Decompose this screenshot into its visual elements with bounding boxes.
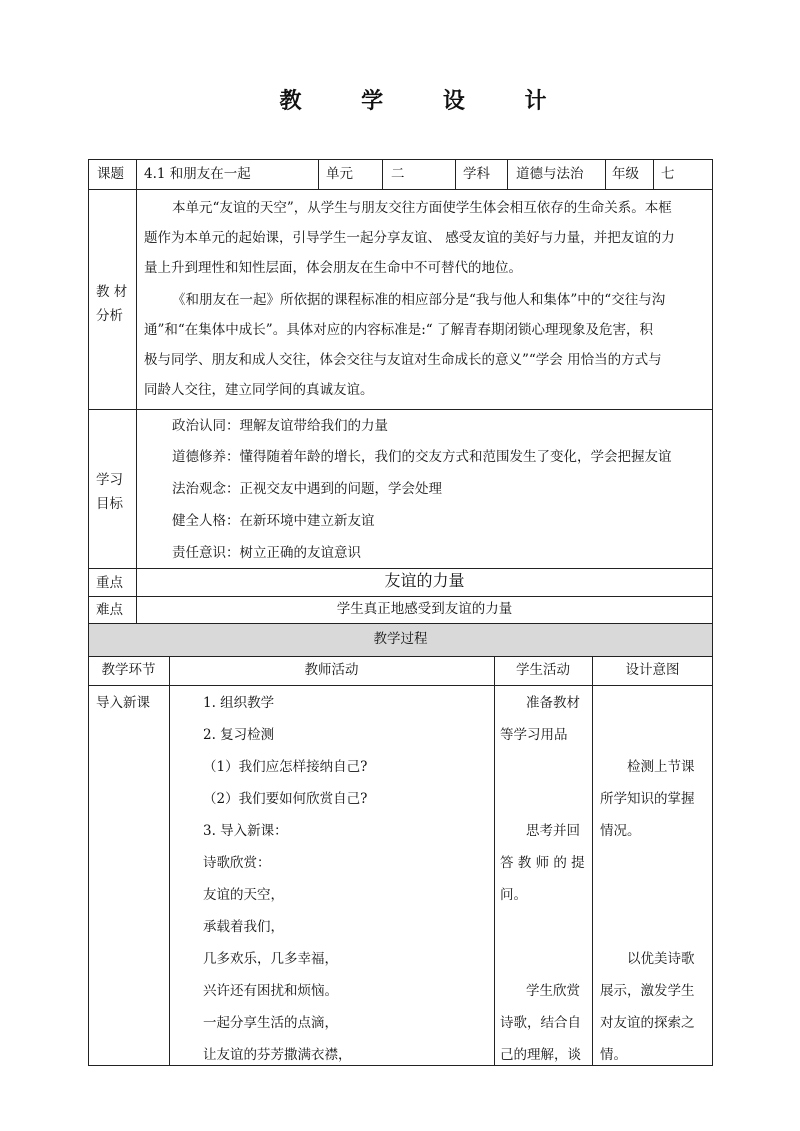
key-point-label: 重点 xyxy=(96,575,123,591)
teacher-line: 让友谊的芬芳撒满衣襟， xyxy=(203,1047,352,1063)
analysis-line: 通”和“在集体中成长”。具体对应的内容标准是:“ 了解青春期闭锁心理现象及危害，积 xyxy=(144,322,653,338)
goal-item: 健全人格：在新环境中建立新友谊 xyxy=(172,513,375,529)
design-line: 所学知识的掌握 xyxy=(600,791,695,807)
stage-name: 导入新课 xyxy=(96,695,150,711)
difficulty-value: 学生真正地感受到友谊的力量 xyxy=(336,601,513,617)
student-line: 己的理解，谈 xyxy=(500,1047,581,1063)
teacher-line: 2. 复习检测 xyxy=(203,727,275,743)
goals-label-1: 学习 xyxy=(96,472,123,488)
student-line: 思考并回 xyxy=(526,823,580,839)
lesson-value: 4.1 和朋友在一起 xyxy=(144,166,251,182)
teacher-line: 1. 组织教学 xyxy=(203,695,275,711)
analysis-line: 题作为本单元的起始课，引导学生一起分享友谊、 感受友谊的美好与力量，并把友谊的力 xyxy=(144,230,675,246)
design-line: 展示，激发学生 xyxy=(600,983,695,999)
student-line: 问。 xyxy=(500,887,527,903)
difficulty-label: 难点 xyxy=(96,602,123,618)
teacher-line: 承载着我们， xyxy=(203,919,284,935)
student-line: 等学习用品 xyxy=(500,727,568,743)
design-line: 情况。 xyxy=(600,823,641,839)
teacher-line: 友谊的天空， xyxy=(203,887,284,903)
unit-label: 单元 xyxy=(326,166,353,182)
analysis-line: 量上升到理性和知性层面，体会朋友在生命中不可替代的地位。 xyxy=(144,260,522,276)
goal-item: 道德修养：懂得随着年龄的增长，我们的交友方式和范围发生了变化，学会把握友谊 xyxy=(172,449,672,465)
unit-value: 二 xyxy=(391,166,405,182)
col-header-stage: 教学环节 xyxy=(101,662,156,678)
student-line: 答 教 师 的 提 xyxy=(500,855,585,871)
subject-label: 学科 xyxy=(463,166,490,182)
student-line: 诗歌，结合自 xyxy=(500,1015,581,1031)
teacher-line: （1）我们应怎样接纳自己? xyxy=(203,759,368,775)
col-header-teacher: 教师活动 xyxy=(304,662,359,678)
subject-value: 道德与法治 xyxy=(516,166,584,182)
analysis-line: 同龄人交往，建立同学间的真诚友谊。 xyxy=(144,382,374,398)
teacher-line: 兴许还有困扰和烦恼。 xyxy=(203,983,338,999)
teacher-line: 诗歌欣赏： xyxy=(203,855,271,871)
teacher-line: （2）我们要如何欣赏自己? xyxy=(203,791,368,807)
goal-item: 政治认同：理解友谊带给我们的力量 xyxy=(172,418,388,434)
analysis-line: 极与同学、朋友和成人交往，体会交往与友谊对生命成长的意义”“学会 用恰当的方式与 xyxy=(144,352,662,368)
design-line: 以优美诗歌 xyxy=(627,951,695,967)
lesson-label: 课题 xyxy=(97,166,124,182)
teacher-line: 一起分享生活的点滴， xyxy=(203,1015,338,1031)
document-title: 教 学 设 计 xyxy=(279,88,573,114)
student-line: 学生欣赏 xyxy=(526,983,580,999)
design-line: 对友谊的探索之 xyxy=(600,1015,695,1031)
grade-value: 七 xyxy=(661,166,675,182)
teacher-line: 3. 导入新课： xyxy=(203,823,288,839)
col-header-design: 设计意图 xyxy=(625,662,680,678)
goals-label-2: 目标 xyxy=(96,496,123,512)
col-header-student: 学生活动 xyxy=(516,662,570,678)
design-line: 检测上节课 xyxy=(627,759,695,775)
teacher-line: 几多欢乐，几多幸福， xyxy=(203,951,338,967)
goal-item: 责任意识：树立正确的友谊意识 xyxy=(172,545,361,561)
goal-item: 法治观念：正视交友中遇到的问题，学会处理 xyxy=(172,481,442,497)
grade-label: 年级 xyxy=(612,166,639,182)
key-point-value: 友谊的力量 xyxy=(384,571,465,590)
analysis-line: 本单元“友谊的天空”，从学生与朋友交往方面使学生体会相互依存的生命关系。本框 xyxy=(172,200,672,216)
analysis-label-2: 分析 xyxy=(96,308,123,324)
student-line: 准备教材 xyxy=(526,695,580,711)
analysis-label-1: 教 材 xyxy=(96,284,128,300)
analysis-line: 《和朋友在一起》所依据的课程标准的相应部分是“我与他人和集体”中的“交往与沟 xyxy=(172,292,666,308)
design-line: 情。 xyxy=(600,1047,627,1063)
process-title: 教学过程 xyxy=(373,631,428,647)
